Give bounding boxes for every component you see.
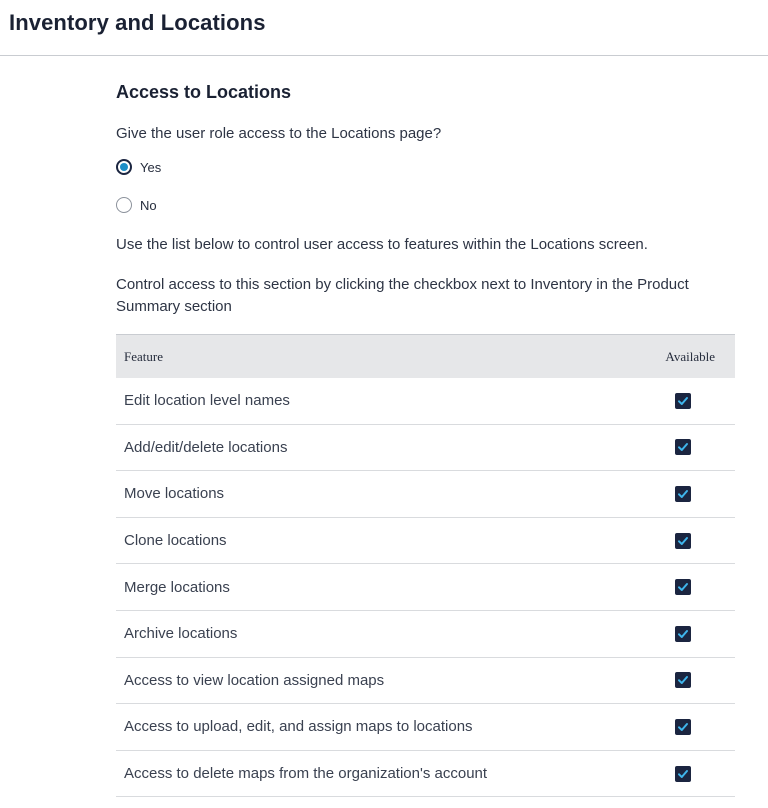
feature-label: Add/edit/delete locations [124,438,288,456]
table-row [116,751,735,798]
feature-label: Merge locations [124,578,230,596]
checkmark-icon [677,768,689,780]
info-text-list: Use the list below to control user access to features within the Locations screen. [116,236,648,253]
available-checkbox[interactable] [675,486,691,502]
checkmark-icon [677,581,689,593]
available-checkbox[interactable] [675,626,691,642]
table-row [116,611,735,658]
radio-option-no[interactable] [116,195,157,215]
section-title: Access to Locations [116,82,292,102]
checkmark-icon [677,674,689,686]
available-checkbox[interactable] [675,579,691,595]
checkmark-icon [677,628,689,640]
available-checkbox[interactable] [675,439,691,455]
info-text-control: Control access to this section by clicking the checkbox next to Inventory in the Product Summary section [116,276,689,315]
feature-label: Edit location level names [124,392,290,410]
table-header [116,334,735,378]
feature-label: Clone locations [124,532,227,550]
available-checkbox[interactable] [675,766,691,782]
checkmark-icon [677,488,689,500]
access-question: Give the user role access to the Locations page? [116,125,442,142]
available-checkbox[interactable] [675,719,691,735]
available-checkbox[interactable] [675,393,691,409]
feature-label: Move locations [124,485,225,503]
column-header-feature: Feature [124,348,163,364]
table-row [116,564,735,611]
checkmark-icon [677,395,689,407]
table-row [116,378,735,425]
checkmark-icon [677,535,689,547]
checkmark-icon [677,721,689,733]
available-checkbox[interactable] [675,533,691,549]
radio-no-label: No [140,197,157,213]
table-row [116,425,735,472]
features-table [116,334,735,797]
radio-no-button[interactable] [116,197,132,213]
table-body [116,378,735,797]
table-row [116,471,735,518]
table-row [116,658,735,705]
radio-option-yes[interactable] [116,157,161,177]
table-row [116,518,735,565]
feature-label: Access to delete maps from the organization's account [124,765,488,783]
feature-label: Archive locations [124,625,238,643]
radio-yes-button[interactable] [116,159,132,175]
available-checkbox[interactable] [675,672,691,688]
column-header-available: Available [665,348,715,364]
page-header [0,0,768,56]
checkmark-icon [677,441,689,453]
feature-label: Access to upload, edit, and assign maps to locations [124,718,473,736]
table-row [116,704,735,751]
feature-label: Access to view location assigned maps [124,671,385,689]
radio-yes-label: Yes [140,159,162,175]
page-title: Inventory and Locations [9,10,266,35]
